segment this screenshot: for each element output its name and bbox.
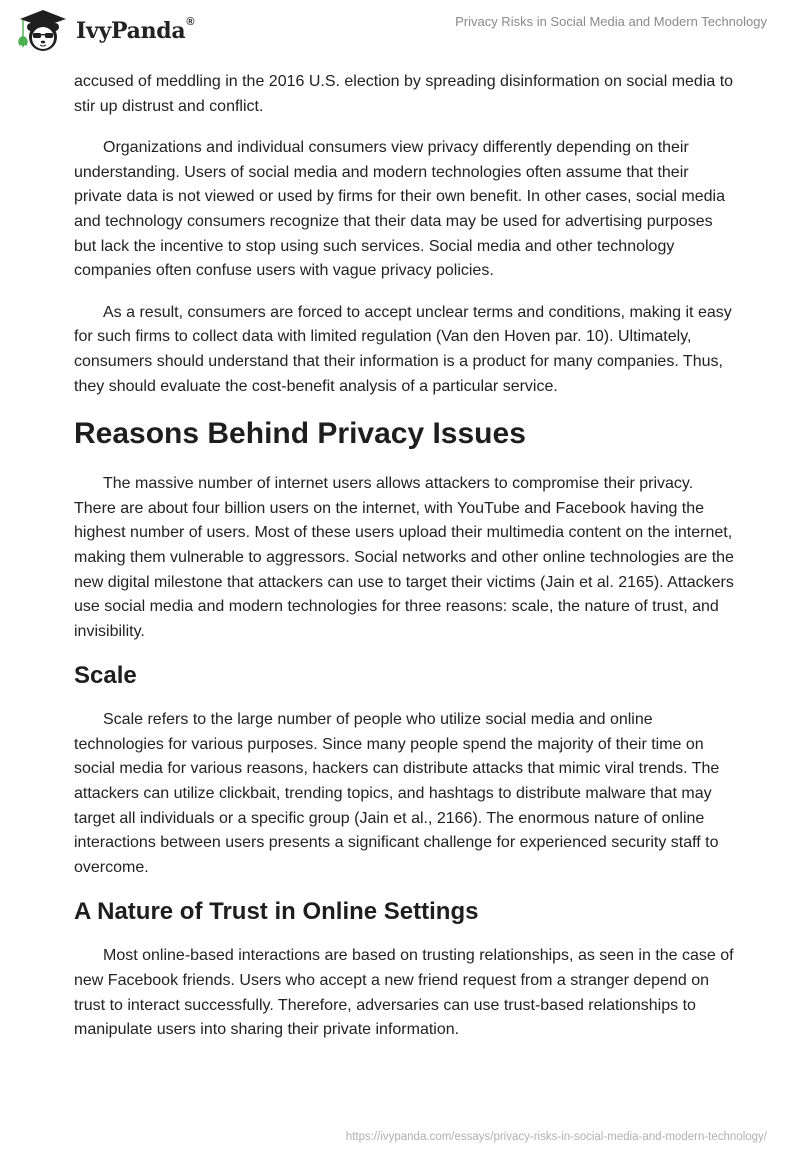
- article-body: [74, 70, 734, 1060]
- brand-name: IvyPanda®: [76, 16, 195, 44]
- heading-nature-of-trust: A Nature of Trust in Online Settings: [74, 898, 479, 926]
- paragraph-unclear-terms: As a result, consumers are forced to accept unclear terms and conditions, making it easy for such firms to collect data with limited regulation (Van den Hoven par. 10). Ultimately, consumers should understand that their information is a product for many companies. Thus, they should evaluate the cost-benefit analysis of a particular service.: [74, 303, 732, 395]
- paragraph-trust: Most online-based interactions are based on trusting relationships, as seen in the case of new Facebook friends. Users who accept a new friend request from a stranger depend on trust to interact successfully. Therefore, adversaries can use trust-based relationships to manipulate users into sharing their private information.: [74, 947, 734, 1039]
- registered-mark: ®: [186, 16, 195, 28]
- page-header: [0, 0, 800, 56]
- paragraph-continuation: accused of meddling in the 2016 U.S. election by spreading disinformation on social media to stir up distrust and conflict.: [74, 73, 734, 115]
- footer-source-url[interactable]: https://ivypanda.com/essays/privacy-risks-in-social-media-and-modern-technology/: [345, 1131, 767, 1143]
- heading-scale: Scale: [74, 662, 137, 690]
- paragraph-privacy-views: Organizations and individual consumers view privacy differently depending on their understanding. Users of social media and modern technologies often assume that their private data is not viewed or used by firms for their own benefit. In other cases, social media and technology consumers recognize that their data may be used for advertising purposes but lack the incentive to stop using such services. Social media and other technology companies often confuse users with vague privacy policies.: [74, 139, 725, 280]
- panda-graduate-icon: [14, 7, 72, 53]
- paragraph-internet-users: The massive number of internet users allows attackers to compromise their privacy. There are about four billion users on the internet, with YouTube and Facebook having the highest number of users. Most of these users upload their multimedia content on the internet, making them vulnerable to aggressors. Social networks and other online technologies are the new digital milestone that attackers can use to target their victims (Jain et al. 2165). Attackers use social media and modern technologies for three reasons: scale, the nature of trust, and invisibility.: [74, 475, 734, 640]
- document-title: Privacy Risks in Social Media and Modern Technology: [455, 14, 767, 29]
- ivypanda-logo[interactable]: [14, 7, 194, 53]
- paragraph-scale: Scale refers to the large number of people who utilize social media and online technologies for various purposes. Since many people spend the majority of their time on social media for various reasons, hackers can distribute attacks that mimic viral trends. The attackers can utilize clickbait, trending topics, and hashtags to distribute malware that may target all individuals or a specific group (Jain et al., 2166). The enormous nature of online interactions between users presents a significant challenge for experienced security staff to overcome.: [74, 711, 720, 876]
- heading-reasons-behind-privacy-issues: Reasons Behind Privacy Issues: [74, 417, 526, 451]
